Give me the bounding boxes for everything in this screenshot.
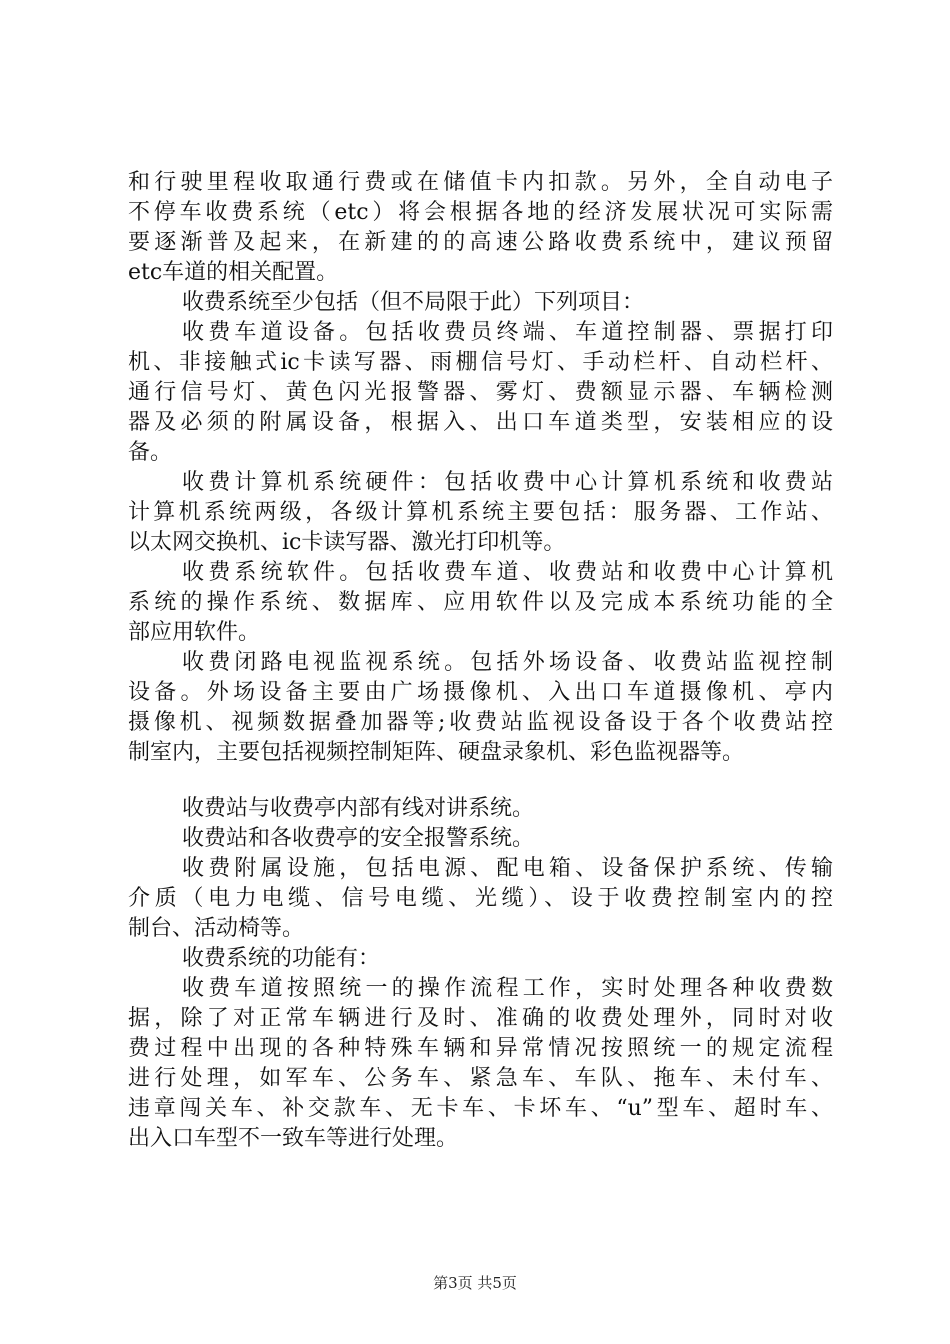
text-line: 备。 <box>128 440 173 465</box>
text-line: 介质（电力电缆、信号电缆、光缆）、设于收费控制室内的控 <box>128 886 833 911</box>
text-line: 摄像机、视频数据叠加器等;收费站监视设备设于各个收费站控 <box>128 710 833 735</box>
page-number: 第3页 共5页 <box>433 1274 517 1292</box>
text-line: 进行处理，如军车、公务车、紧急车、车队、拖车、未付车、 <box>128 1066 833 1091</box>
text-line: 不停车收费系统（etc）将会根据各地的经济发展状况可实际需 <box>128 200 833 225</box>
text-line: 收费站和各收费亭的安全报警系统。 <box>182 826 535 851</box>
text-line: 出入口车型不一致车等进行处理。 <box>128 1126 459 1151</box>
text-line: 收费系统至少包括（但不局限于此）下列项目： <box>182 290 645 315</box>
text-line: 器及必须的附属设备，根据入、出口车道类型，安装相应的设 <box>128 410 833 435</box>
text-line: 收费附属设施，包括电源、配电箱、设备保护系统、传输 <box>182 856 833 881</box>
text-line: 和行驶里程收取通行费或在储值卡内扣款。另外，全自动电子 <box>128 170 833 195</box>
text-line: 系统的操作系统、数据库、应用软件以及完成本系统功能的全 <box>128 590 833 615</box>
text-line: 机、非接触式ic卡读写器、雨棚信号灯、手动栏杆、自动栏杆、 <box>128 350 833 375</box>
text-line: 制台、活动椅等。 <box>128 916 305 941</box>
text-line: 制室内，主要包括视频控制矩阵、硬盘录象机、彩色监视器等。 <box>128 740 745 765</box>
text-line: 收费计算机系统硬件：包括收费中心计算机系统和收费站 <box>182 470 833 495</box>
text-line: 收费车道按照统一的操作流程工作，实时处理各种收费数 <box>182 976 833 1001</box>
paragraph-gap <box>128 768 833 794</box>
text-line: 要逐渐普及起来，在新建的的高速公路收费系统中，建议预留 <box>128 230 833 255</box>
text-line: 收费系统软件。包括收费车道、收费站和收费中心计算机 <box>182 560 833 585</box>
text-line: 费过程中出现的各种特殊车辆和异常情况按照统一的规定流程 <box>128 1036 833 1061</box>
text-line: 违章闯关车、补交款车、无卡车、卡坏车、“u”型车、超时车、 <box>128 1096 833 1121</box>
text-line: 收费系统的功能有： <box>182 946 381 971</box>
text-line: 收费车道设备。包括收费员终端、车道控制器、票据打印 <box>182 320 833 345</box>
text-line: 据，除了对正常车辆进行及时、准确的收费处理外，同时对收 <box>128 1006 833 1031</box>
body-text <box>128 168 833 1154</box>
text-line: 以太网交换机、ic卡读写器、激光打印机等。 <box>128 530 566 555</box>
text-line: etc车道的相关配置。 <box>128 260 339 285</box>
text-line: 计算机系统两级，各级计算机系统主要包括：服务器、工作站、 <box>128 500 833 525</box>
text-line: 收费闭路电视监视系统。包括外场设备、收费站监视控制 <box>182 650 833 675</box>
text-line: 部应用软件。 <box>128 620 261 645</box>
text-line: 设备。外场设备主要由广场摄像机、入出口车道摄像机、亭内 <box>128 680 833 705</box>
text-line: 收费站与收费亭内部有线对讲系统。 <box>182 796 535 821</box>
text-line: 通行信号灯、黄色闪光报警器、雾灯、费额显示器、车辆检测 <box>128 380 833 405</box>
